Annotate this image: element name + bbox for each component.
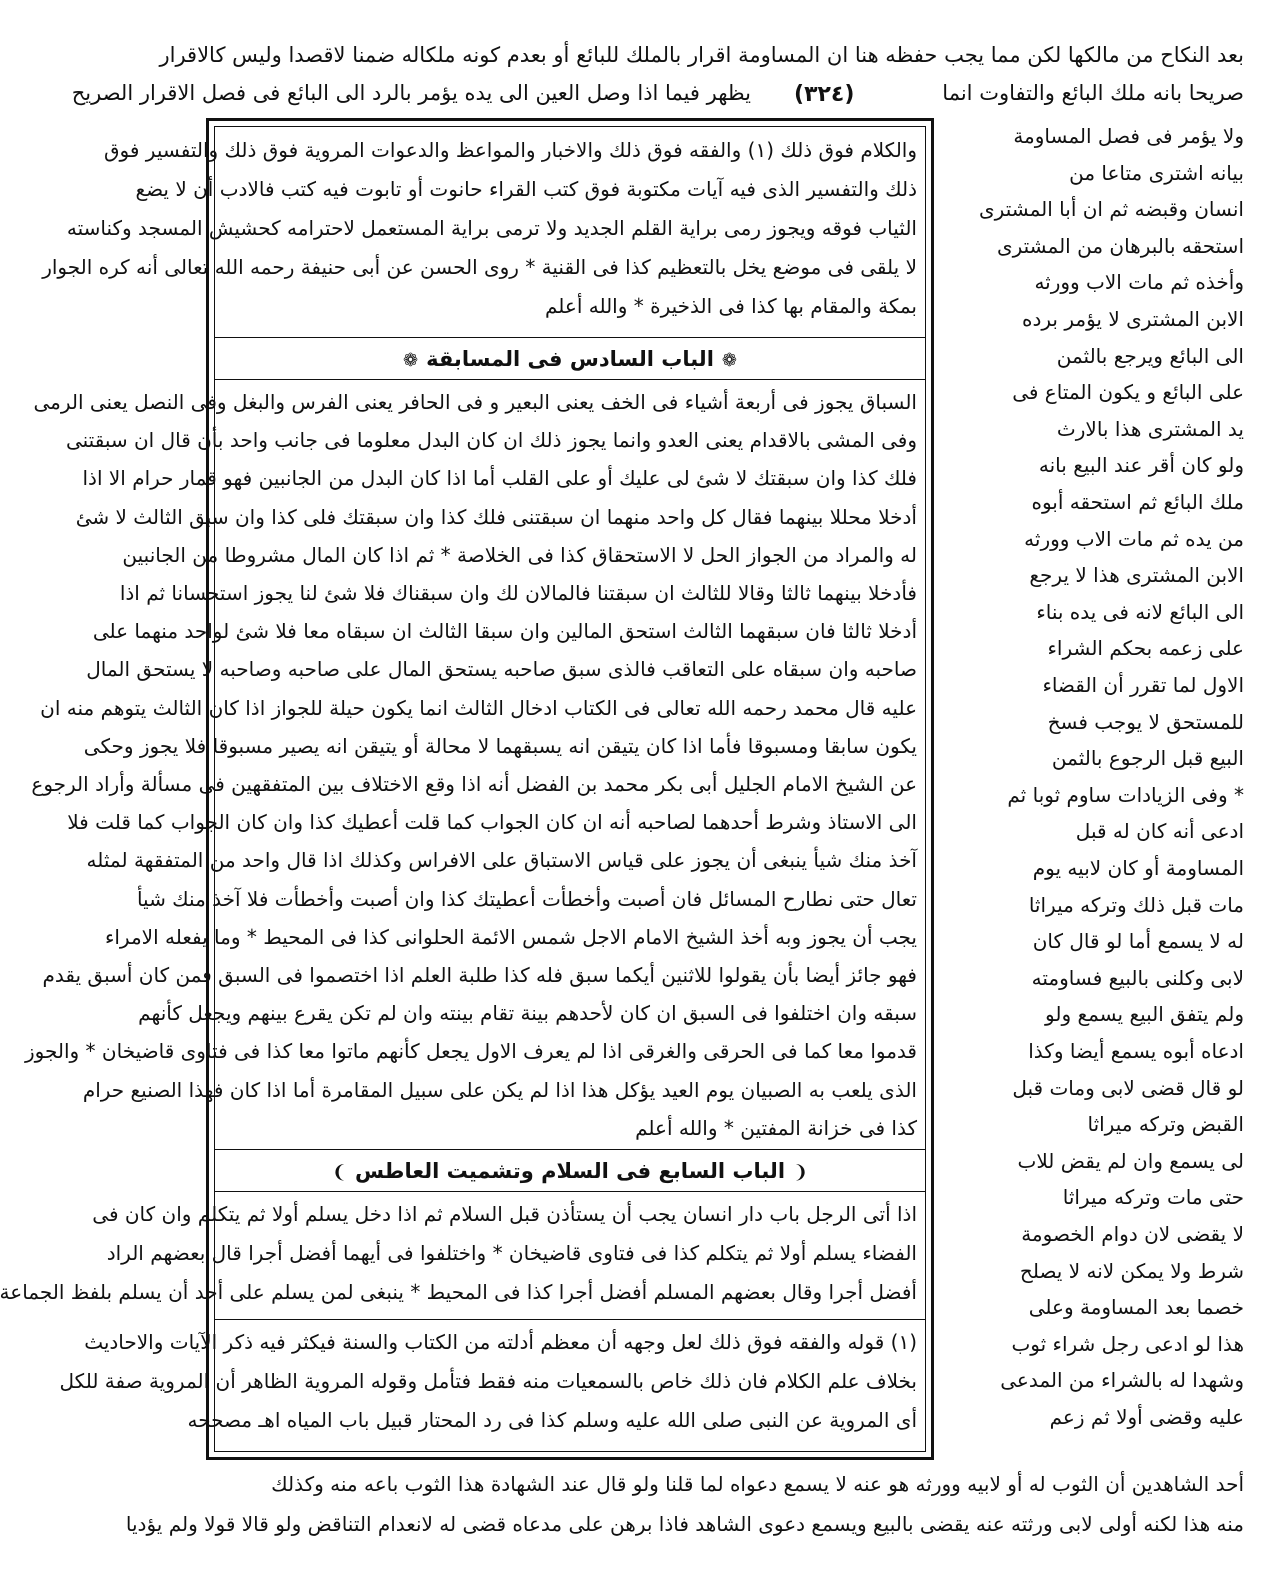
side-column-line: ادعى أنه كان له قبل (1075, 819, 1244, 844)
main-text-line: له والمراد من الجواز الحل لا الاستحقاق كذا فى الخلاصة * ثم اذا كان المال مشروطا من الجانبين (122, 542, 917, 567)
side-column-line: الابن المشترى لا يؤمر برده (1021, 307, 1244, 331)
side-column-line: المساومة أو كان لابيه يوم (1032, 856, 1244, 880)
main-text-line: ذلك والتفسير الذى فيه آيات مكتوبة فوق كتب القراء حانوت أو تابوت فيه كتب فالادب أن لا يضع (135, 177, 917, 201)
side-column-line: الى البائع لانه فى يده بناء (1036, 599, 1244, 624)
side-column-line: ولا يؤمر فى فصل المساومة (1013, 124, 1244, 148)
main-text-line: الفضاء يسلم أولا ثم يتكلم كذا فى فتاوى قاضيخان * واختلفوا فى أيهما أفضل أجرا قال بعضهم الراد (106, 1241, 917, 1265)
page-footer (125, 1465, 1244, 1545)
footnote (59, 1323, 917, 1447)
side-column-line: على زعمه بحكم الشراء (1047, 636, 1244, 661)
side-column-line: ولم يتفق البيع يسمع ولو (1045, 1002, 1244, 1027)
footer-line-2: منه هذا لكنه أولى لابى ورثته عنه يقضى بالبيع ويسمع دعوى الشاهد فاذا برهن على مدعاه قضى له لانعدام التناقض ولو قالا قولا ولم يؤديا (125, 1512, 1244, 1536)
side-column-line: يد المشترى هذا بالارث (1056, 416, 1244, 441)
side-column-line: ملك البائع ثم استحقه أبوه (1031, 490, 1244, 514)
side-column-line: الاول لما تقرر أن القضاء (1042, 673, 1244, 697)
chapter-7-title: الباب السابع فى السلام وتشميت العاطس (354, 1159, 786, 1183)
divider (215, 337, 925, 338)
side-column-line: الى البائع ويرجع بالثمن (1056, 343, 1244, 368)
main-text-line: لا يلقى فى موضع يخل بالتعظيم كذا فى القنية * روى الحسن عن أبى حنيفة رحمه الله تعالى أنه كره الجوار (42, 255, 917, 279)
main-text-line: الثياب فوقه ويجوز رمى براية القلم الجديد ولا ترمى براية المستعمل لاحترامه كحشيش المسجد وكناسته (66, 216, 917, 240)
bracket-ornament-icon: ❩ (331, 1162, 347, 1183)
side-column-line: لى يسمع وان لم يقض للاب (1017, 1148, 1244, 1173)
main-text-line: الذى يلعب به الصبيان يوم العيد يؤكل هذا اذا لم يكن على سبيل المقامرة أما اذا كان فهذا الصنيع حرام (82, 1077, 917, 1102)
side-column-line: بيانه اشترى متاعا من (1069, 160, 1244, 185)
main-text-line: فلك كذا وان سبقتك لا شئ لى عليك أو على القلب أما اذا كان البدل من الجانبين فهو قمار حرام الا اذا (82, 466, 917, 491)
chapter-6-body (24, 383, 917, 1168)
side-column-line: لابى وكلنى بالبيع فساومته (1031, 965, 1244, 990)
header-line-1: بعد النكاح من مالكها لكن مما يجب حفظه هنا ان المساومة اقرار بالملك للبائع أو بعدم كونه ملكاله ضمنا لاقصدا وليس كالاقرار (159, 43, 1244, 67)
side-column-line: * وفى الزيادات ساوم ثوبا ثم (1007, 782, 1244, 807)
side-column-line: لا يقضى لان دوام الخصومة (1021, 1222, 1244, 1246)
main-text-line: يجب أن يجوز وبه أخذ الشيخ الامام الاجل شمس الائمة الحلوانى كذا فى المحيط * وما يفعله الامراء (104, 924, 917, 949)
side-column-line: الابن المشترى هذا لا يرجع (1029, 563, 1244, 588)
divider (215, 1149, 925, 1150)
main-text-line: يكون سابقا ومسبوقا فأما اذا كان يتيقن انه يسبقهما لا محالة أو يتيقن انه يصير مسبوقا فلا يجوز وحكى (83, 733, 917, 758)
divider (215, 1191, 925, 1192)
header-line-2-left: يظهر فيما اذا وصل العين الى يده يؤمر بالرد الى البائع فى فصل الاقرار الصريح (71, 81, 751, 105)
main-text-line: أدخلا ثالثا فان سبقهما الثالث استحق المالين وان سبقا الثالث ان سبقاه معا فلا شئ لواحد منهما على (92, 619, 917, 644)
main-text-line: سبقه وان اختلفوا فى السبق ان كان لأحدهم بينة تقام بينته وان لم تكن يقرع بينهم ويجعل كأنهم (138, 1001, 917, 1026)
side-column-line: وشهدا له بالشراء من المدعى (1000, 1368, 1244, 1393)
side-column-line: هذا لو ادعى رجل شراء ثوب (1011, 1331, 1244, 1356)
side-column-line: من يده ثم مات الاب وورثه (1024, 526, 1244, 551)
chapter-7-heading (215, 1152, 925, 1190)
main-text-line: كذا فى خزانة المفتين * والله أعلم (635, 1115, 917, 1140)
page-number: (٣٢٤) (794, 82, 855, 107)
main-paragraph-1 (42, 131, 917, 331)
main-frame-inner (0, 126, 926, 1452)
main-text-line: صاحبه وان سبقاه على التعاقب فالذى سبق صاحبه يستحق المال على صاحبه وصاحبه لا يستحق المال (86, 657, 917, 682)
side-column-line: مات قبل ذلك وتركه ميراثا (1028, 892, 1244, 917)
side-column-line: خصما بعد المساومة وعلى (1028, 1295, 1244, 1320)
main-text-line: السباق يجوز فى أربعة أشياء فى الخف يعنى البعير و فى الحافر يعنى الفرس والبغل وفى النصل يعنى الرمى (33, 390, 917, 414)
main-text-line: والكلام فوق ذلك (١) والفقه فوق ذلك والاخبار والمواعظ والدعوات المروية فوق ذلك والتفسير فوق (104, 138, 917, 162)
ornament-icon: ❁ (721, 350, 737, 371)
main-text-line: فأدخلا بينهما ثالثا وقالا للثالث ان سبقتنا فالمالان لك وان سبقناك فلا شئ لنا يجوز استحسانا ثم اذا (119, 581, 917, 605)
footnote-line: (١) قوله والفقه فوق ذلك لعل وجهه أن معظم أدلته من الكتاب والسنة فيكثر فيه ذكر الآيات والاحاديث (84, 1330, 917, 1354)
main-text-line: قدموا معا كما فى الحرقى والغرقى اذا لم يعرف الاول يجعل كأنهم ماتوا معا كذا فى فتاوى قاضيخان * والجوز (24, 1039, 917, 1064)
side-column-line: على البائع و يكون المتاع فى (1012, 380, 1244, 405)
main-frame (0, 118, 934, 1460)
side-column-line: له لا يسمع أما لو قال كان (1032, 929, 1244, 954)
side-column-line: وأخذه ثم مات الاب وورثه (1034, 270, 1244, 295)
footnote-line: بخلاف علم الكلام فان ذلك خاص بالسمعيات منه فقط فتأمل وقوله المروية الظاهر أن المروية صفة للكل (59, 1369, 917, 1393)
side-column-line: للمستحق لا يوجب فسخ (1047, 709, 1244, 734)
main-text-line: أفضل أجرا وقال بعضهم المسلم أفضل أجرا كذا فى المحيط * ينبغى لمن يسلم على أحد أن يسلم بلفظ الجماعة (0, 1280, 917, 1304)
footer-line-1: أحد الشاهدين أن الثوب له أو لابيه وورثه هو عنه لا يسمع دعواه لما قلنا ولو قال عند الشهادة هذا الثوب باعه منه وكذلك (271, 1472, 1244, 1496)
ornament-icon: ❁ (402, 350, 419, 371)
side-column-line: شرط ولا يمكن لانه لا يصلح (1019, 1258, 1244, 1283)
chapter-7-body (0, 1195, 917, 1315)
side-column-line: حتى مات وتركه ميراثا (1062, 1185, 1244, 1210)
bracket-ornament-icon: ❨ (793, 1162, 809, 1183)
main-text-line: وفى المشى بالاقدام يعنى العدو وانما يجوز ذلك ان كان البدل معلوما فى جانب واحد بأن قال ان سبقتنى (65, 428, 917, 453)
header-line-2-right: صريحا بانه ملك البائع والتفاوت انما (942, 81, 1244, 105)
main-text-line: آخذ منك شيأ ينبغى أن يجوز على قياس الاستباق على الافراس وكذلك اذا قال واحد من المتفقهة لمثله (86, 848, 917, 873)
side-column-line: ولو كان أقر عند البيع بانه (1038, 453, 1244, 478)
side-column-line: عليه وقضى أولا ثم زعم (1049, 1405, 1244, 1429)
main-text-line: عن الشيخ الامام الجليل أبى بكر محمد بن الفضل أنه اذا وقع الاختلاف بين المتفقهين فى مسألة وأراد الرجوع (31, 772, 917, 796)
main-text-line: عليه قال محمد رحمه الله تعالى فى الكتاب ادخال الثالث انما يكون حيلة للجواز اذا كان الثالث يتوهم منه ان (40, 695, 917, 720)
main-text-line: أدخلا محللا بينهما فقال كل واحد منهما ان سبقتنى فلك كذا وان سبقتك فلى كذا وان سبق الثالث لا شئ (75, 504, 917, 529)
main-text-line: بمكة والمقام بها كذا فى الذخيرة * والله أعلم (544, 294, 917, 318)
page-header (71, 38, 1244, 110)
main-text-line: تعال حتى نطارح المسائل فان أصبت وأخطأت أعطيتك كذا وان أصبت وأخطأت فلا آخذ منك شيأ (136, 886, 917, 911)
chapter-6-title: الباب السادس فى المسابقة (426, 347, 714, 371)
side-column-line: القبض وتركه ميراثا (1087, 1112, 1244, 1137)
main-text-line: فهو جائز أيضا بأن يقولوا للاثنين أيكما سبق فله كذا طلبة العلم اذا اختصموا فى السبق فمن كان أسبق يقدم (42, 963, 917, 987)
divider (215, 379, 925, 380)
side-column (938, 118, 1244, 1443)
side-column-line: ادعاه أبوه يسمع أيضا وكذا (1028, 1039, 1244, 1063)
main-text-line: الى الاستاذ وشرط أحدهما لصاحبه أنه ان كان الجواب كما قلت أعطيك كذا وان كان الجواب كما قلت فلا (67, 810, 917, 835)
side-column-line: لو قال قضى لابى ومات قبل (1012, 1075, 1244, 1100)
side-column-line: انسان وقبضه ثم ان أبا المشترى (979, 197, 1244, 222)
side-column-line: البيع قبل الرجوع بالثمن (1051, 746, 1244, 771)
main-text-line: اذا أتى الرجل باب دار انسان يجب أن يستأذن قبل السلام ثم اذا دخل يسلم أولا ثم يتكلم وان كان فى (92, 1202, 917, 1226)
footnote-line: أى المروية عن النبى صلى الله عليه وسلم كذا فى رد المحتار قبيل باب المياه اهـ مصححه (187, 1408, 917, 1432)
side-column-line: استحقه بالبرهان من المشترى (996, 233, 1244, 258)
footnote-divider (215, 1319, 925, 1320)
chapter-6-heading (215, 340, 925, 378)
